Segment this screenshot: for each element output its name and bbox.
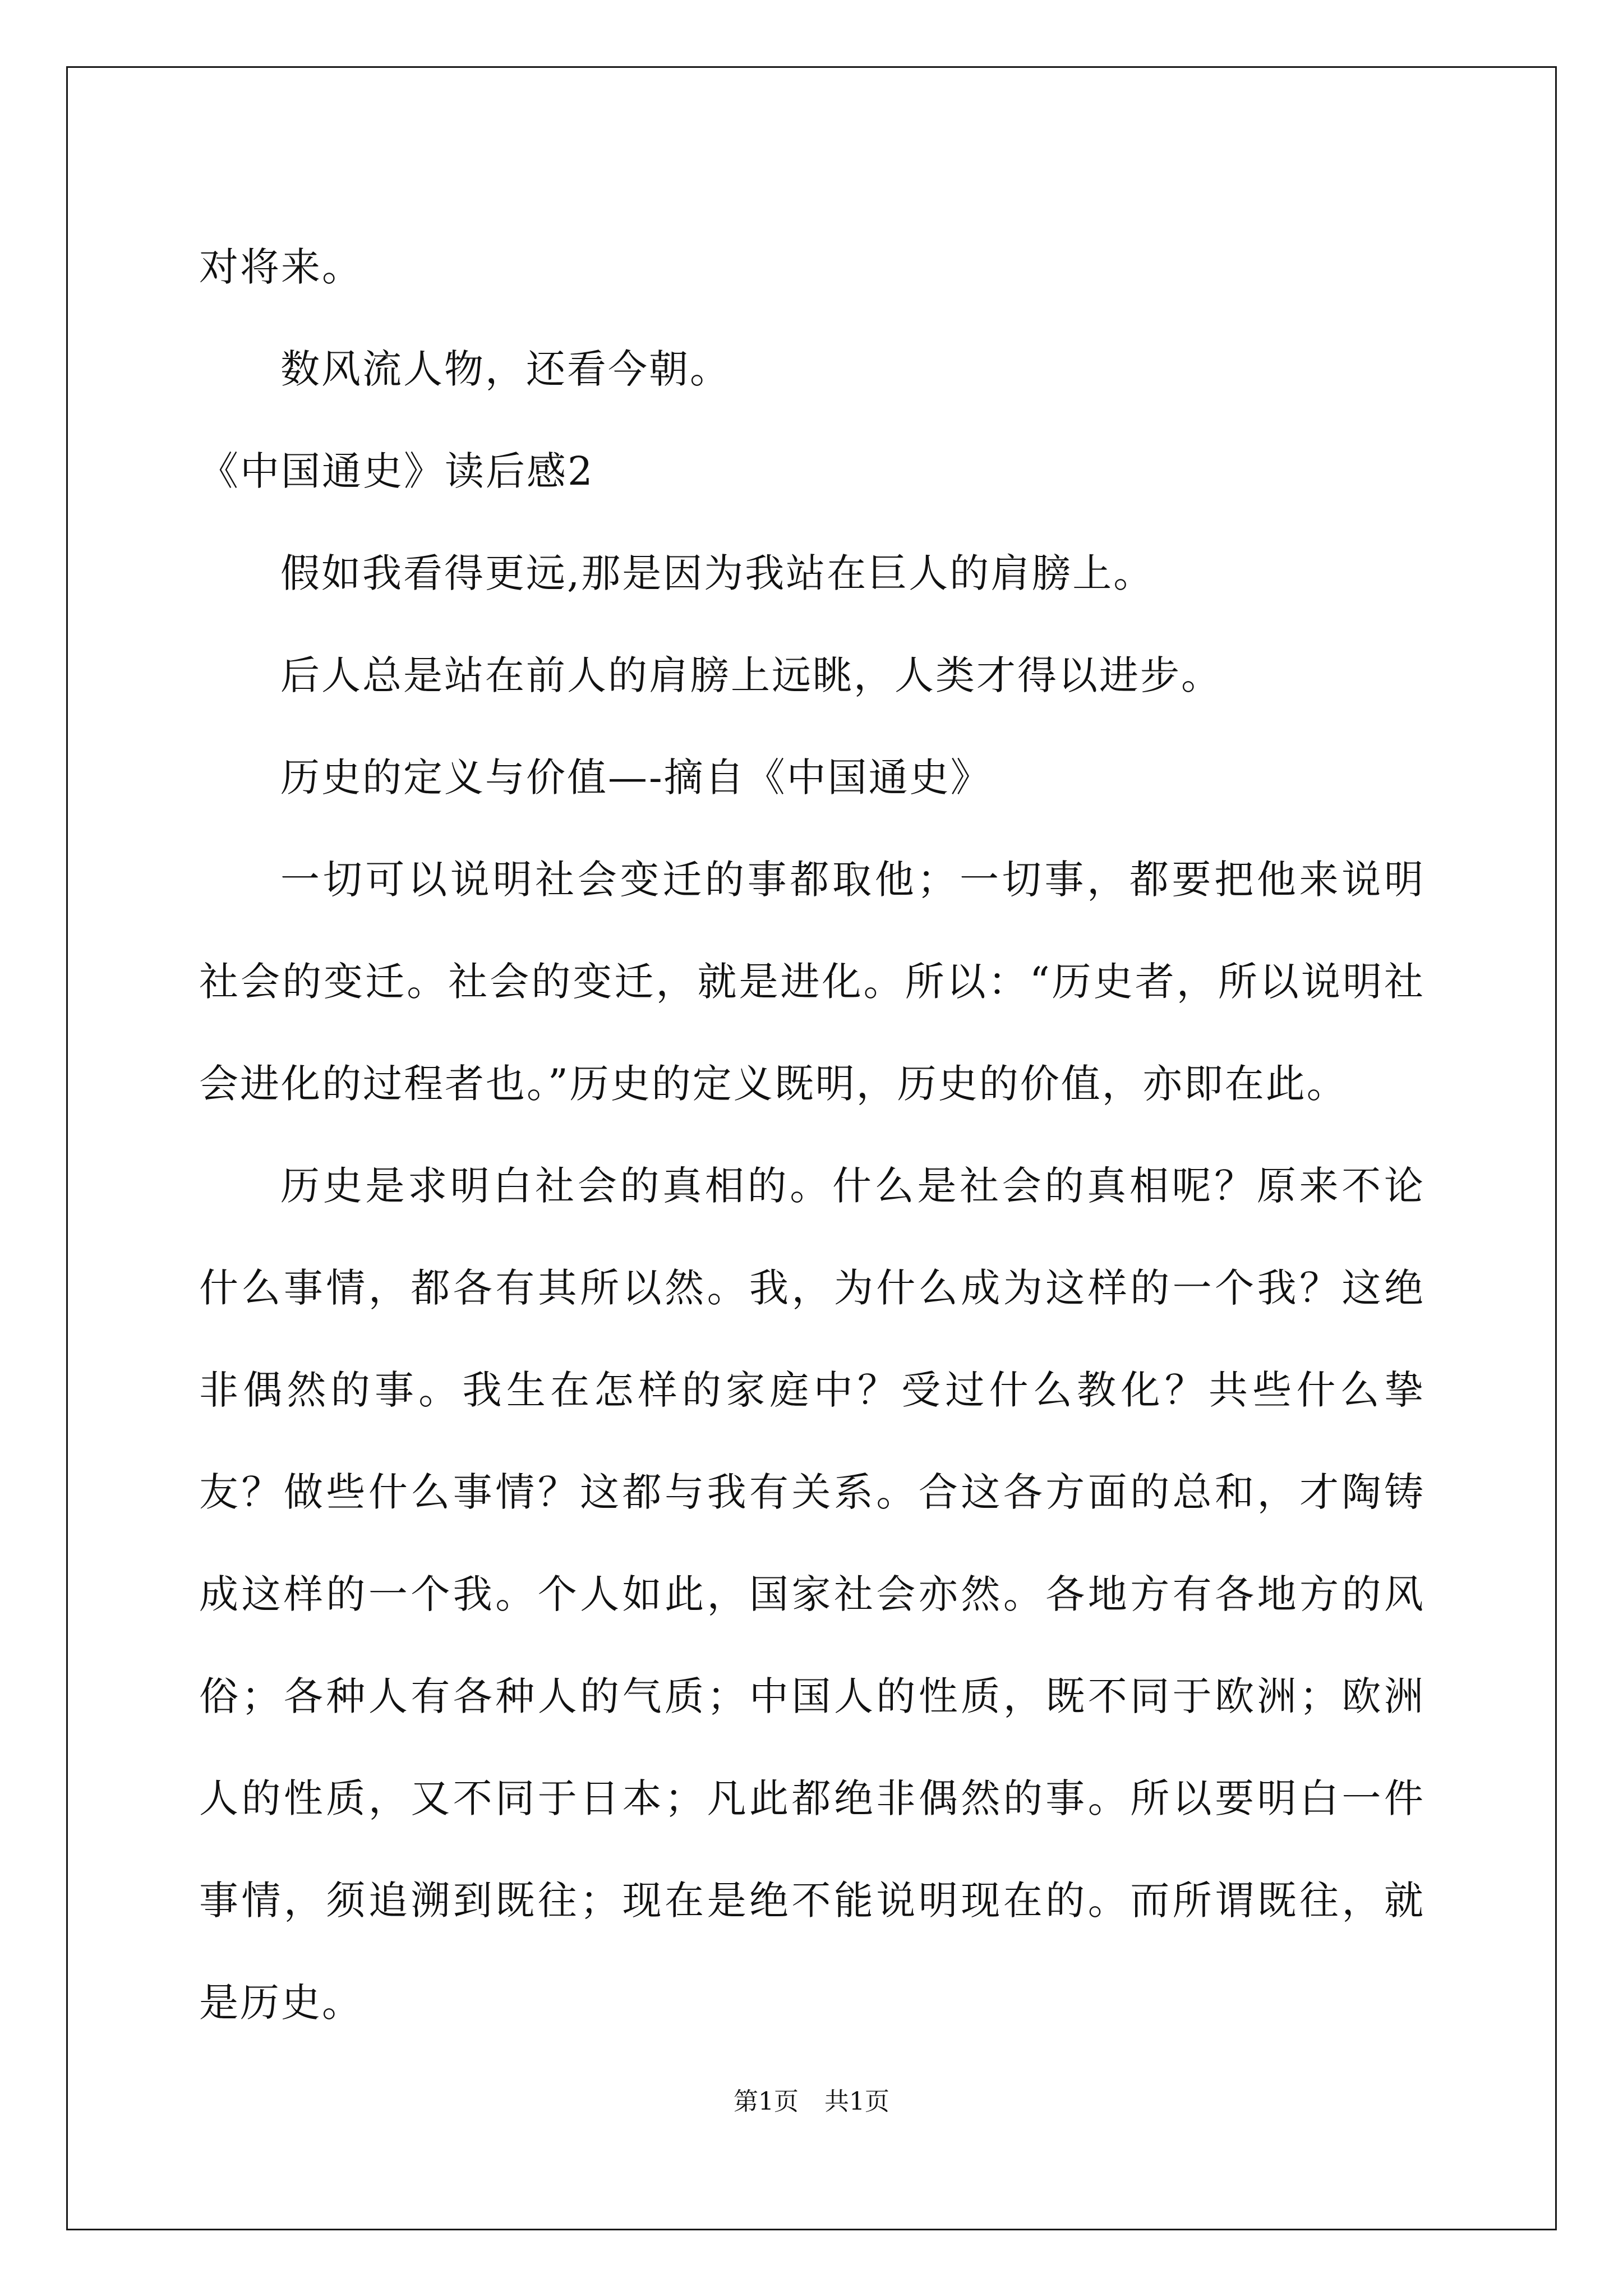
paragraph-continuation: 对将来。	[199, 244, 363, 290]
section-heading: 《中国通史》读后感2	[199, 448, 594, 494]
paragraph: 一切可以说明社会变迁的事都取他；一切事，都要把他来说明社会的变迁。社会的变迁，就是进化。所以：“历史者，所以说明社会进化的过程者也。”历史的定义既明，历史的价值，亦即在此。	[199, 857, 1425, 1107]
paragraph: 历史是求明白社会的真相的。什么是社会的真相呢？原来不论什么事情，都各有其所以然。我，为什么成为这样的一个我？这绝非偶然的事。我生在怎样的家庭中？受过什么教化？共些什么挚友？做些什么事情？这都与我有关系。合这各方面的总和，才陶铸成这样的一个我。个人如此，国家社会亦然。各地方有各地方的风俗；各种人有各种人的气质；中国人的性质，既不同于欧洲；欧洲人的性质，又不同于日本；凡此都绝非偶然的事。所以要明白一件事情，须追溯到既往；现在是绝不能说明现在的。而所谓既往，就是历史。	[199, 1163, 1425, 2026]
paragraph: 假如我看得更远,那是因为我站在巨人的肩膀上。	[280, 550, 1155, 596]
document-body	[199, 216, 1425, 2054]
page-number: 第1页	[734, 2087, 799, 2116]
paragraph-quote: 数风流人物，还看今朝。	[280, 346, 731, 392]
page-total: 共1页	[824, 2087, 889, 2116]
paragraph: 后人总是站在前人的肩膀上远眺，人类才得以进步。	[280, 652, 1222, 698]
page-footer	[0, 2085, 1623, 2119]
paragraph-subtitle: 历史的定义与价值—-摘自《中国通史》	[280, 754, 992, 800]
